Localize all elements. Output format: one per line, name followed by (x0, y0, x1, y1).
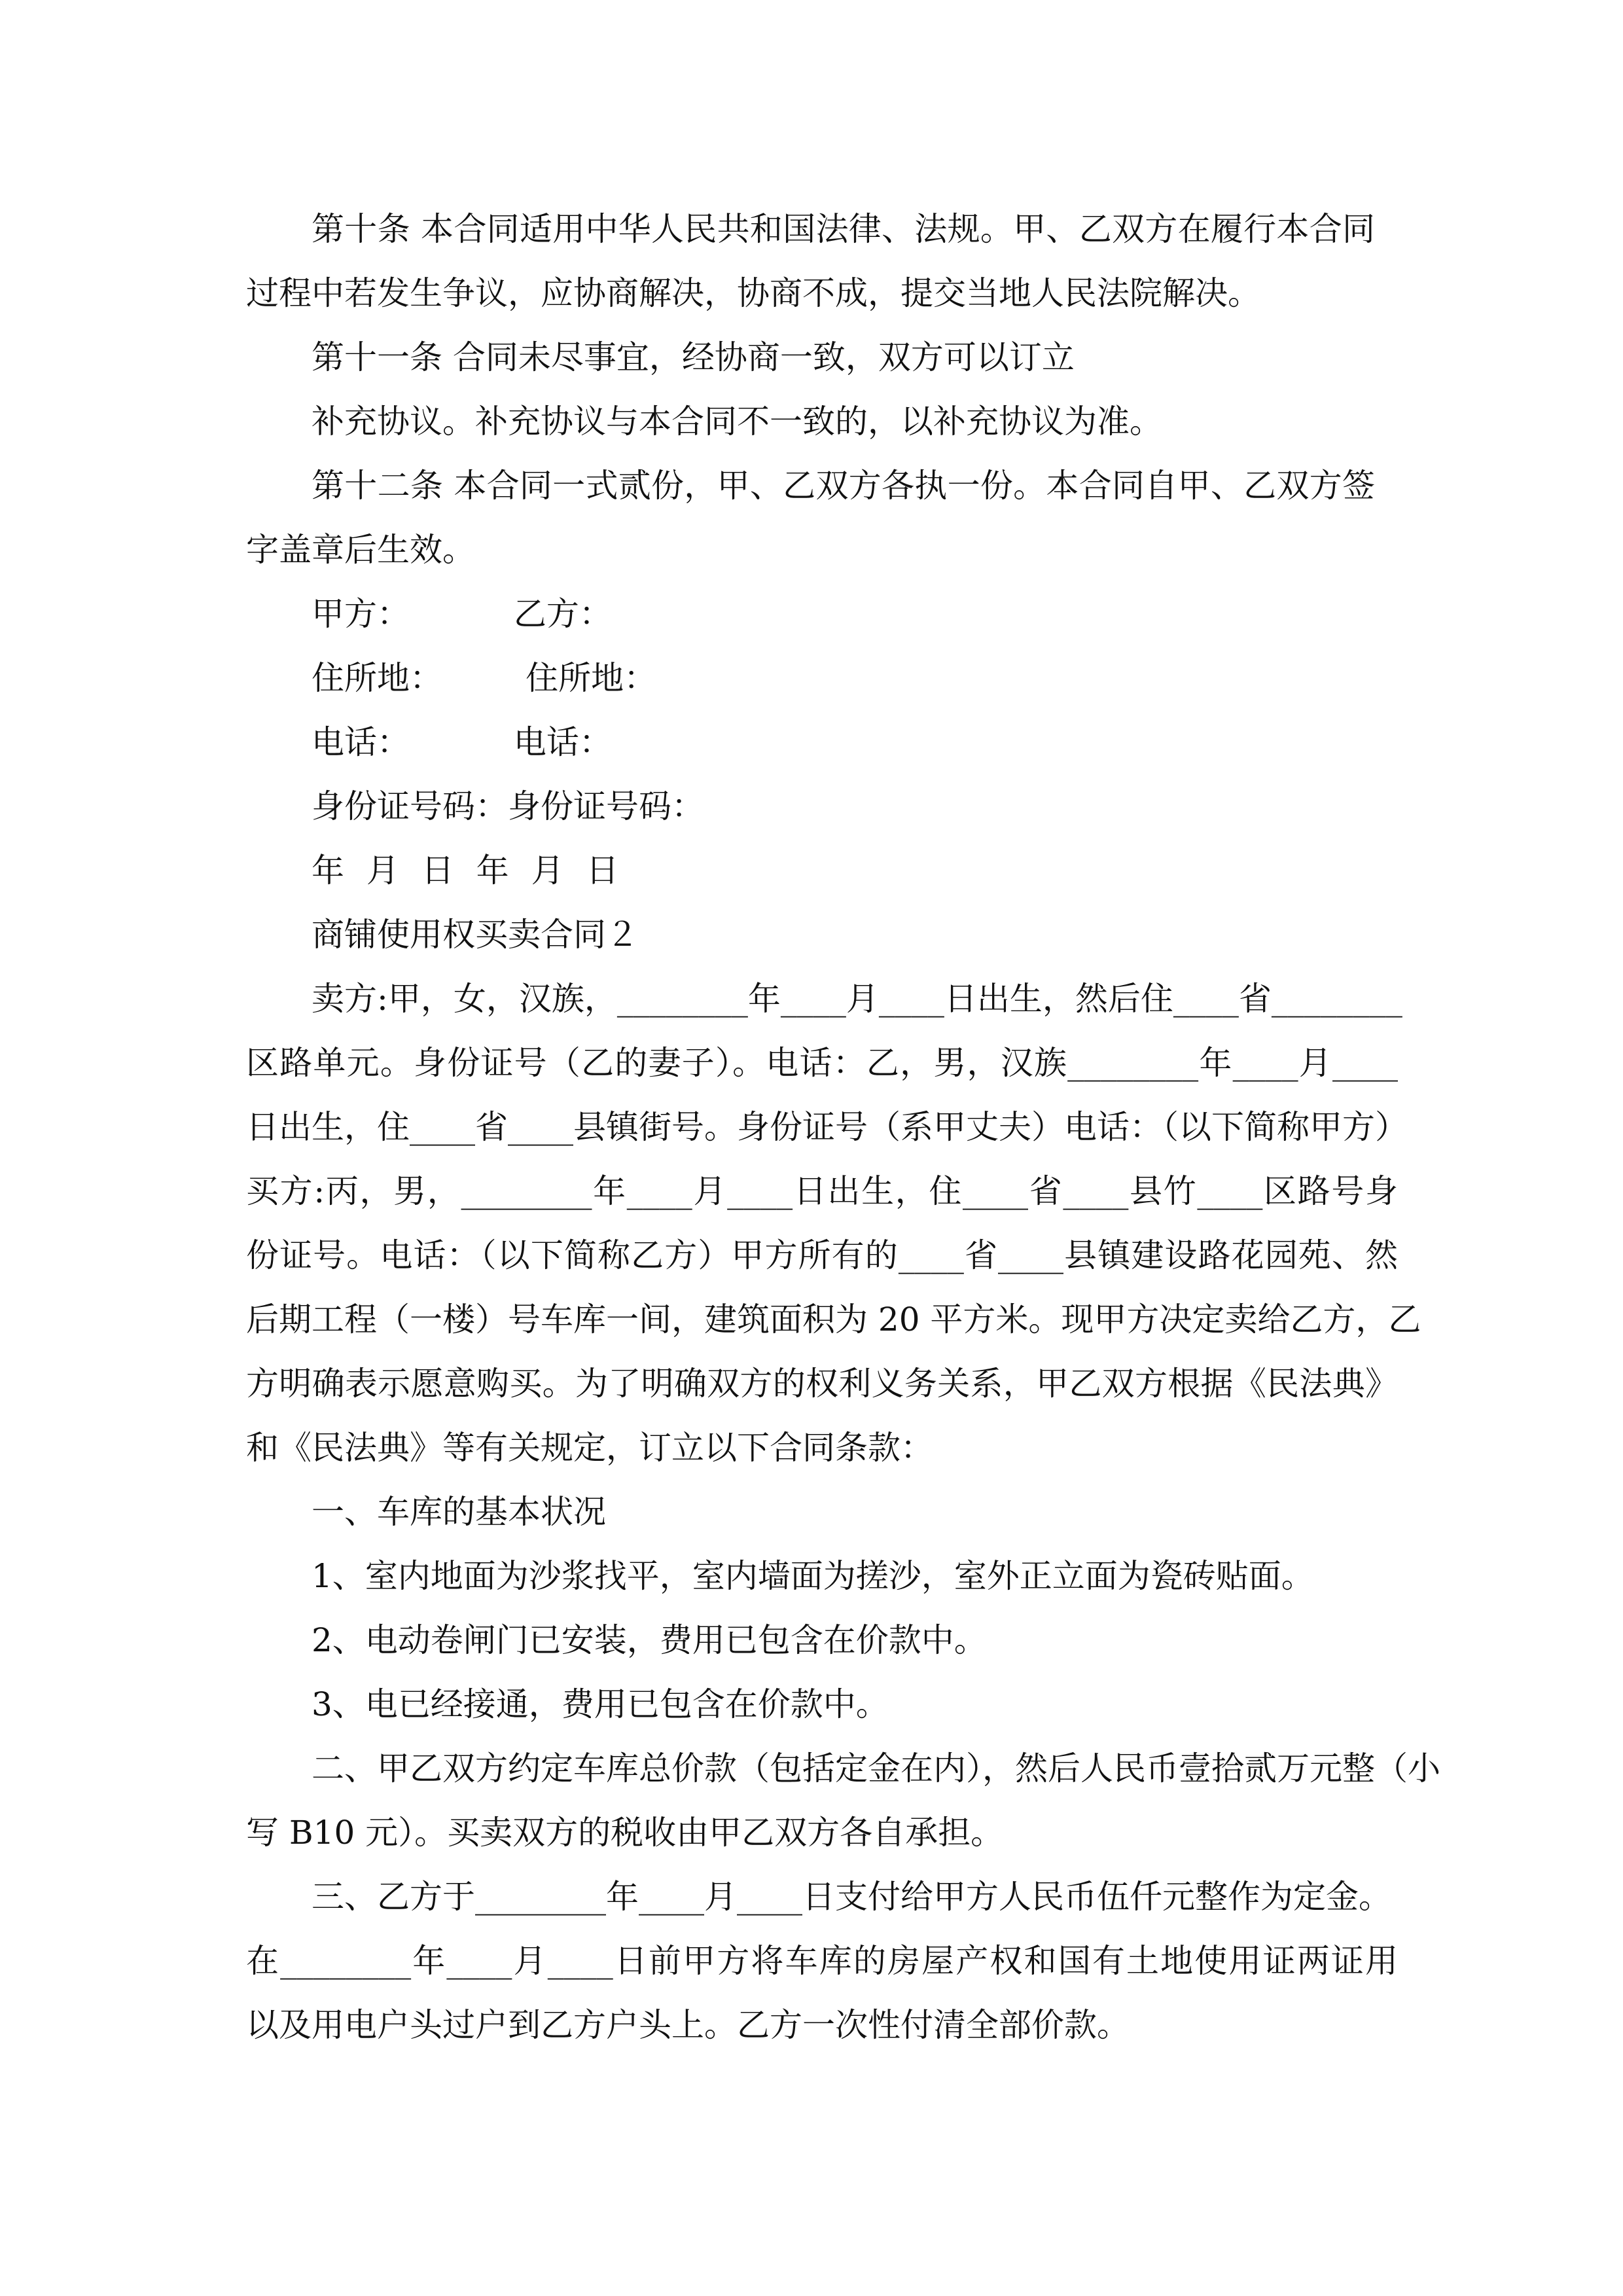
signature-date-line: 年 月 日 年 月 日 (312, 852, 619, 889)
paragraph-line: 三、乙方于________年____月____日支付给甲方人民币伍仟元整作为定金。 (312, 1878, 1391, 1916)
signature-party-line: 甲方： 乙方： (312, 595, 612, 633)
paragraph-line: 日出生，住____省____县镇街号。身份证号（系甲丈夫）电话：（以下简称甲方） (246, 1108, 1408, 1146)
paragraph-line: 和《民法典》等有关规定，订立以下合同条款： (246, 1429, 933, 1467)
paragraph-line: 第十条 本合同适用中华人民共和国法律、法规。甲、乙双方在履行本合同 (312, 210, 1375, 248)
paragraph-line: 在________年____月____日前甲方将车库的房屋产权和国有土地使用证两证用 (246, 1942, 1398, 1980)
paragraph-line: 方明确表示愿意购买。为了明确双方的权利义务关系，甲乙双方根据《民法典》 (246, 1365, 1398, 1403)
paragraph-line: 二、甲乙双方约定车库总价款（包括定金在内），然后人民币壹拾贰万元整（小 (312, 1749, 1440, 1787)
paragraph-line: 区路单元。身份证号（乙的妻子）。电话：乙，男，汉族________年____月____ (246, 1044, 1398, 1082)
paragraph-line: 后期工程（一楼）号车库一间，建筑面积为 20 平方米。现甲方决定卖给乙方，乙 (246, 1300, 1421, 1338)
paragraph-line: 以及用电户头过户到乙方户头上。乙方一次性付清全部价款。 (246, 2006, 1130, 2044)
section-heading: 一、车库的基本状况 (312, 1493, 606, 1531)
signature-phone-line: 电话： 电话： (312, 723, 612, 761)
paragraph-line: 份证号。电话：（以下简称乙方）甲方所有的____省____县镇建设路花园苑、然 (246, 1236, 1398, 1274)
list-item: 3、电已经接通，费用已包含在价款中。 (312, 1685, 889, 1723)
paragraph-line: 卖方:甲，女，汉族，________年____月____日出生，然后住____省________ (312, 980, 1402, 1018)
section-title: 商铺使用权买卖合同２ (312, 916, 639, 954)
signature-id-line: 身份证号码：身份证号码： (312, 787, 704, 825)
paragraph-line: 字盖章后生效。 (246, 531, 475, 569)
paragraph-line: 补充协议。补充协议与本合同不一致的，以补充协议为准。 (312, 403, 1162, 440)
signature-address-line: 住所地： 住所地： (312, 659, 657, 697)
paragraph-line: 买方:丙，男，________年____月____日出生，住____省____县竹____区路号身 (246, 1172, 1398, 1210)
list-item: 2、电动卷闸门已安装，费用已包含在价款中。 (312, 1621, 987, 1659)
paragraph-line: 第十二条 本合同一式贰份，甲、乙双方各执一份。本合同自甲、乙双方签 (312, 467, 1375, 505)
paragraph-line: 写 B10 元）。买卖双方的税收由甲乙双方各自承担。 (246, 1814, 1004, 1852)
paragraph-line: 过程中若发生争议，应协商解决，协商不成，提交当地人民法院解决。 (246, 274, 1260, 312)
paragraph-line: 第十一条 合同未尽事宜，经协商一致，双方可以订立 (312, 338, 1075, 376)
list-item: 1、室内地面为沙浆找平，室内墙面为搓沙，室外正立面为瓷砖贴面。 (312, 1557, 1314, 1595)
